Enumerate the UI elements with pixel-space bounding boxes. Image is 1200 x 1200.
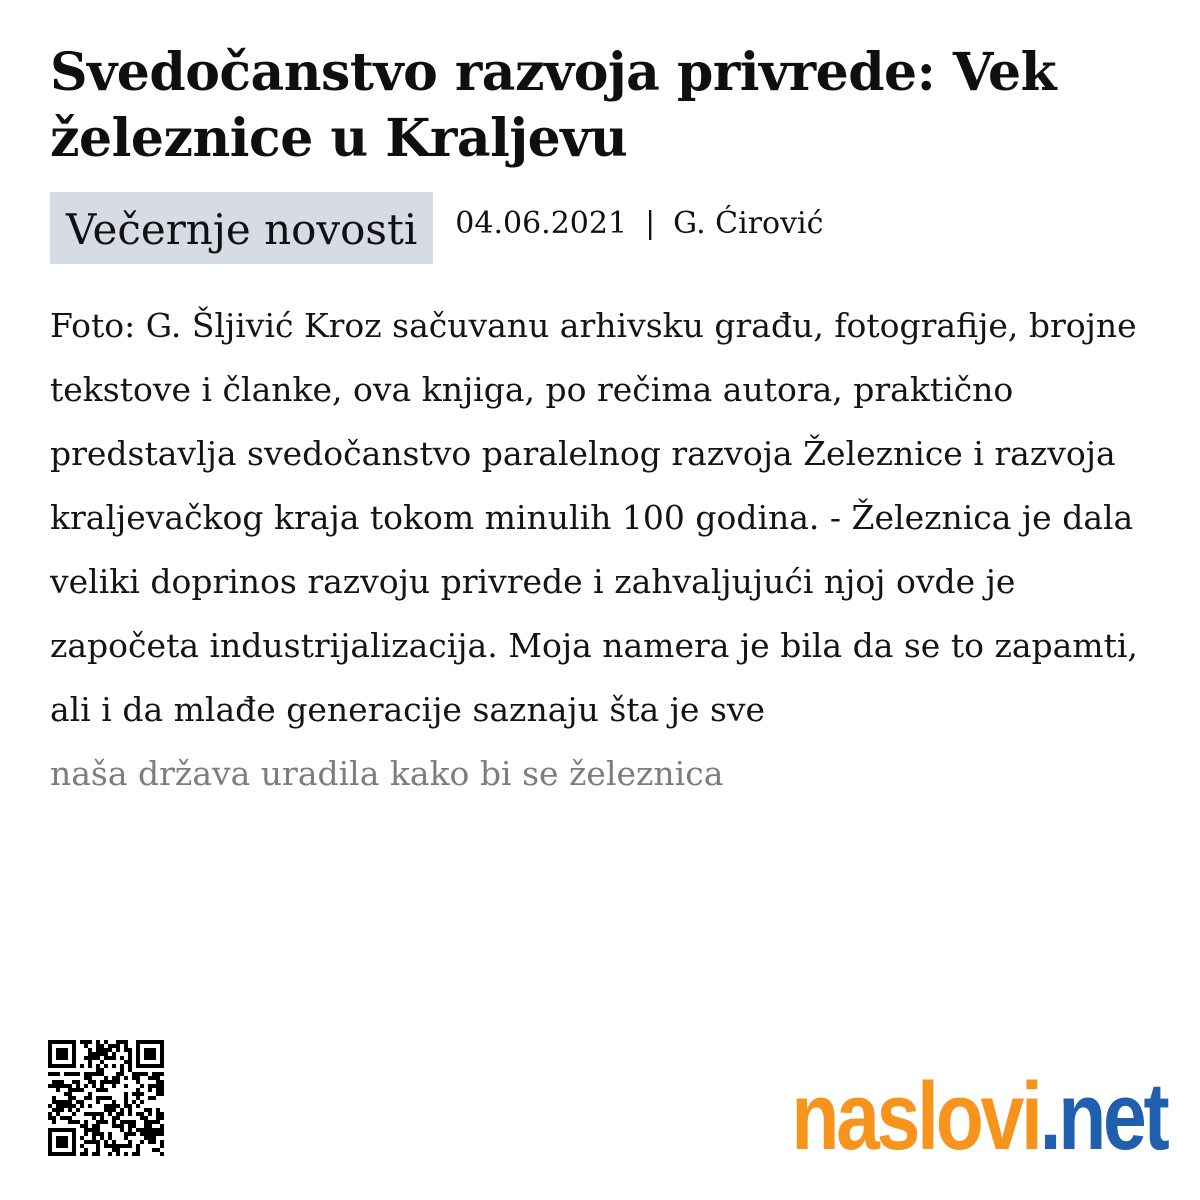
article-body-faded: naša država uradila kako bi se železnica: [50, 754, 724, 793]
article-card: [50, 40, 1160, 806]
article-date: 04.06.2021: [455, 206, 628, 241]
article-author: G. Ćirović: [673, 206, 824, 241]
article-meta: [50, 192, 1160, 264]
source-badge[interactable]: Večernje novosti: [50, 192, 433, 264]
meta-text: [455, 192, 823, 241]
logo-part-net: .net: [1039, 1063, 1166, 1170]
meta-separator: |: [645, 206, 656, 241]
qr-code-icon[interactable]: [48, 1040, 164, 1156]
article-body-text: Foto: G. Šljivić Kroz sačuvanu arhivsku građu, fotografije, brojne tekstove i članke, ova knjiga, po rečima autora, praktično predstavlja svedočanstvo paralelnog razvoja Železnice i razvoja kraljevačkog kraja tokom minulih 100 godina. - Železnica je dala veliki doprinos razvoju privrede i zahvaljujući njoj ovde je započeta industrijalizacija. Moja namera je bila da se to zapamti, ali i da mlađe generacije saznaju šta je sve: [50, 306, 1138, 729]
logo-part-naslovi: naslovi: [790, 1063, 1040, 1170]
naslovi-logo[interactable]: [790, 1055, 1166, 1170]
article-body: [50, 294, 1160, 806]
article-headline: Svedočanstvo razvoja privrede: Vek železnice u Kraljevu: [50, 42, 1057, 169]
